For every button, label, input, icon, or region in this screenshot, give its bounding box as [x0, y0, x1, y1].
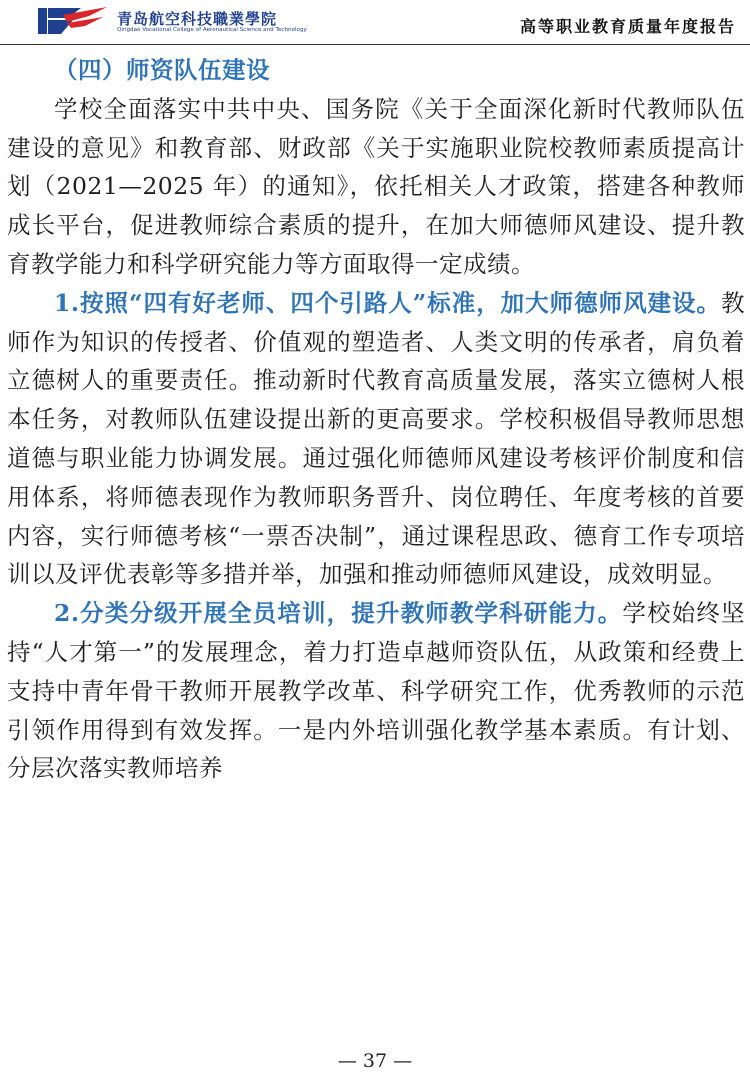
item1-text: 教师作为知识的传授者、价值观的塑造者、人类文明的传承者，肩负着立德树人的重要责任。推动新时代教育高质量发展，落实立德树人根本任务，对教师队伍建设提出新的更高要求。学校积极倡导教师思想道德与职业能力协调发展。通过强化师德师风建设考核评价制度和信用体系，将师德表现作为教师职务晋升、岗位聘任、年度考核的首要内容，实行师德考核“一票否决制”，通过课程思政、德育工作专项培训以及评优表彰等多措并举，加强和推动师德师风建设，成效明显。 [7, 288, 745, 589]
item2-paragraph [7, 594, 745, 788]
intro-paragraph: 学校全面落实中共中央、国务院《关于全面深化新时代教师队伍建设的意见》和教育部、财政部《关于实施职业院校教师素质提高计划（2021—2025 年）的通知》，依托相关人才政策，搭建各种教师成长平台，促进教师综合素质的提升，在加大师德师风建设、提升教育教学能力和科学研究能力等方面取得一定成绩。 [7, 94, 745, 278]
document-body [7, 51, 745, 788]
college-logo-icon [37, 6, 109, 36]
item2-heading: 2.分类分级开展全员培训，提升教师教学科研能力。 [54, 599, 623, 628]
page-header [0, 0, 750, 44]
report-title: 高等职业教育质量年度报告 [519, 17, 736, 36]
item2-text: 学校始终坚持“人才第一”的发展理念，着力打造卓越师资队伍，从政策和经费上支持中青年骨干教师开展教学改革、科学研究工作，优秀教师的示范引领作用得到有效发挥。一是内外培训强化教学基本素质。有计划、分层次落实教师培养 [7, 599, 745, 783]
page-number: — 37 — [337, 1050, 413, 1072]
school-name: 青岛航空科技職業學院 [117, 10, 278, 28]
school-name-english: Qingdao Vocational College of Aeronautical Science and Technology [117, 27, 307, 33]
item1-paragraph [7, 284, 745, 594]
section-heading [7, 51, 745, 90]
section-heading-text: （四）师资队伍建设 [54, 56, 270, 84]
header-divider [0, 44, 750, 45]
item1-heading: 1.按照“四有好老师、四个引路人”标准，加大师德师风建设。 [54, 288, 721, 317]
